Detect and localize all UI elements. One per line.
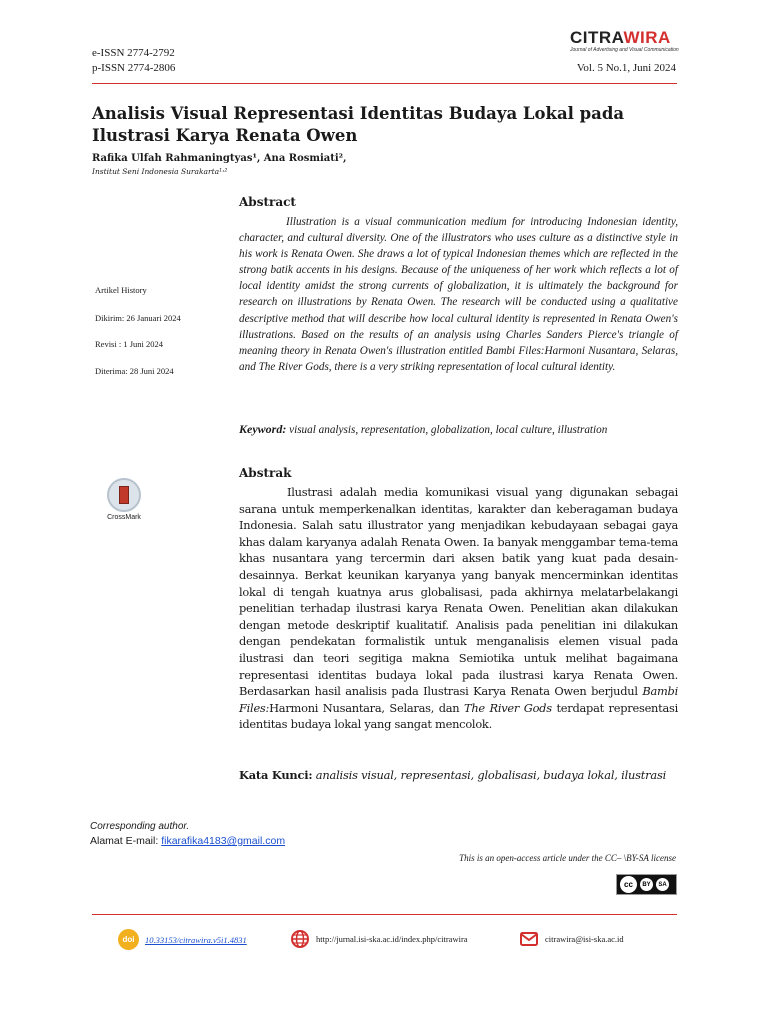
doi-icon: doi: [118, 929, 139, 950]
footer-divider: [92, 914, 677, 915]
journal-logo: [570, 28, 678, 53]
crossmark-label: CrossMark: [107, 514, 141, 521]
crossmark-icon: [107, 478, 141, 512]
keyword-label: Keyword:: [239, 422, 287, 436]
footer-email: [519, 929, 624, 949]
author-email-link[interactable]: fikarafika4183@gmail.com: [161, 835, 286, 847]
abstract-text: Illustration is a visual communication medium for introducing Indonesian identity, character, and cultural diversity. One of the illustrators who uses culture as a distinctive style in his work is Renata Owen. She draws a lot of typical Indonesian themes which are reflected in the strong batik accents in his designs. Because of the uniqueness of her work which reflects a lot of local identity amidst the strong currents of globalization, it is ultimately the background for research on illustrations by Renata Owen. The research will be conducted using a qualitative descriptive method that will describe how local cultural identity is represented in Renata Owen's illustrations. Based on the results of an analysis using Charles Sanders Pierce's triangle of meaning theory in Renata Owen's illustration entitled Bambi Files:Harmoni Nusantara, Selaras, and The River Gods, there is a very striking representation of local cultural identity.: [239, 216, 678, 373]
eissn: e-ISSN 2774-2792: [92, 47, 175, 59]
journal-logo-text: CITRAWIRA: [570, 28, 671, 47]
history-submitted: Dikirim: 26 Januari 2024: [95, 313, 181, 323]
crossmark-badge[interactable]: [103, 478, 145, 521]
mail-icon: [519, 929, 539, 949]
license-statement: This is an open-access article under the CC– \BY-SA license: [459, 853, 676, 863]
keywords-en: [239, 421, 678, 438]
sa-icon: SA: [656, 878, 669, 891]
article-title: Analisis Visual Representasi Identitas Budaya Lokal pada Ilustrasi Karya Renata Owen: [92, 104, 625, 145]
footer-doi: [118, 929, 247, 950]
pissn: p-ISSN 2774-2806: [92, 62, 176, 74]
volume-info: Vol. 5 No.1, Juni 2024: [576, 62, 676, 74]
keyword-values: visual analysis, representation, globalization, local culture, illustration: [289, 424, 608, 436]
kata-kunci-values: analisis visual, representasi, globalisasi, budaya lokal, ilustrasi: [315, 768, 667, 782]
history-label: Artikel History: [95, 285, 147, 295]
article-institution: Institut Seni Indonesia Surakarta¹˒²: [92, 167, 228, 176]
issn-block: [92, 46, 175, 76]
keywords-id: [239, 767, 678, 784]
journal-subtitle: Journal of Advertising and Visual Communication: [570, 47, 679, 53]
corresponding-author: Corresponding author.: [90, 821, 190, 832]
article-authors: Rafika Ulfah Rahmaningtyas¹, Ana Rosmiati²,: [92, 153, 347, 164]
history-accepted: Diterima: 28 Juni 2024: [95, 366, 174, 376]
header-divider: [92, 83, 677, 84]
journal-url[interactable]: http://jurnal.isi-ska.ac.id/index.php/citrawira: [316, 934, 468, 944]
kata-kunci-label: Kata Kunci:: [239, 768, 313, 782]
abstrak-text: Ilustrasi adalah media komunikasi visual yang digunakan sebagai sarana untuk memperkenalkan identitas, karakter dan keberagaman budaya Indonesia. Salah satu illustrator yang menjadikan kebudayaan sebagai gaya khas dalam karyanya adalah Renata Owen. Ia banyak menggambar tema-tema khas nusantara yang tercermin dari aksen batik yang kuat pada desain-desainnya. Berkat keunikan karyanya yang banyak mencerminkan identitas lokal di tengah kuatnya arus globalisasi, pada akhirnya melatarbelakangi penelitian terhadap ilustrasi karya Renata Owen. Penelitian akan dilakukan dengan metode deskriptif kualitatif. Analisis pada penelitian ini dilakukan dengan pendekatan formalistik untuk menganalisis elemen visual pada ilustrasi dan teori segitiga makna Semiotika untuk melihat bagaimana representasi identitas budaya lokal pada ilustrasi karya Renata Owen. Berdasarkan hasil analisis pada Ilustrasi Karya Renata Owen berjudul Bambi Files:Harmoni Nusantara, Selaras, dan The River Gods terdapat representasi identitas budaya lokal yang sangat mencolok.: [239, 485, 678, 732]
author-email-line: Alamat E-mail: fikarafika4183@gmail.com: [90, 835, 286, 847]
history-revised: Revisi : 1 Juni 2024: [95, 339, 164, 349]
footer-url: [290, 929, 468, 949]
abstrak-heading: Abstrak: [239, 466, 292, 480]
globe-icon: [290, 929, 310, 949]
abstract-heading: Abstract: [239, 195, 296, 209]
journal-email[interactable]: citrawira@isi-ska.ac.id: [545, 934, 624, 944]
cc-icon: cc: [620, 876, 637, 893]
cc-license-badge[interactable]: [616, 874, 677, 895]
by-icon: BY: [640, 878, 653, 891]
doi-link[interactable]: 10.33153/citrawira.v5i1.4831: [145, 934, 247, 945]
